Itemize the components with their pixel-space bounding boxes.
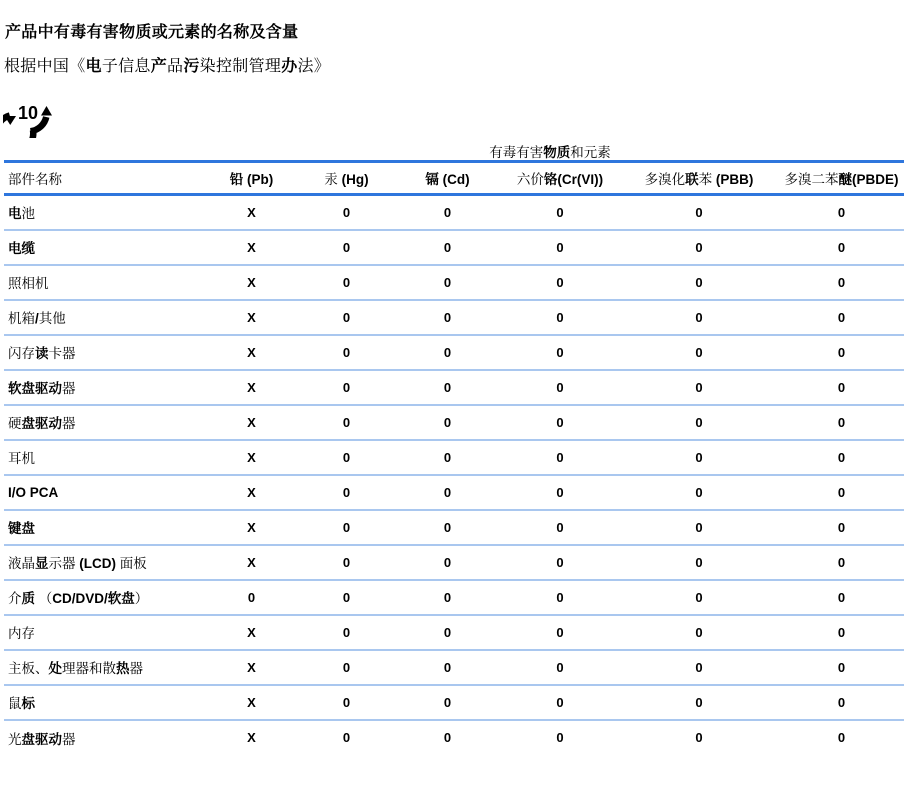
- table-row: [4, 510, 904, 545]
- substance-value-cell-pbde: 0: [837, 659, 846, 675]
- substance-value-cell-pbde: 0: [837, 344, 846, 360]
- substance-value-cell-pbb: 0: [695, 274, 703, 290]
- china-rohs-efup-10-icon: [3, 88, 53, 138]
- table-body: [4, 195, 904, 755]
- table-row: [4, 230, 904, 265]
- column-header-pbb: 多溴化联苯 (PBB): [644, 172, 754, 187]
- part-name-cell: 闪存读卡器: [8, 346, 76, 361]
- part-name-cell: 主板、处理器和散热器: [8, 661, 143, 676]
- substance-value-cell-pbb: 0: [695, 309, 703, 325]
- substance-value-cell-pbde: 0: [837, 239, 846, 255]
- part-name-cell: 照相机: [8, 276, 49, 291]
- substance-value-cell-crvi: 0: [556, 484, 564, 500]
- substance-value-cell-pb: X: [247, 449, 256, 465]
- part-name-cell: 电缆: [8, 241, 35, 256]
- page-title: 产品中有毒有害物质或元素的名称及含量: [5, 24, 299, 41]
- substance-value-cell-hg: 0: [342, 730, 351, 745]
- part-name-cell: 电池: [8, 206, 35, 222]
- substance-value-cell-cd: 0: [443, 589, 452, 605]
- substance-value-cell-pbb: 0: [695, 449, 703, 465]
- substance-value-cell-cd: 0: [443, 344, 452, 360]
- substance-value-cell-pbde: 0: [837, 414, 846, 430]
- substance-value-cell-cd: 0: [443, 379, 452, 395]
- table-row: [4, 195, 904, 230]
- substance-value-cell-pbde: 0: [837, 274, 846, 290]
- part-name-cell: 鼠标: [8, 696, 35, 711]
- substance-value-cell-pbde: 0: [837, 624, 846, 640]
- part-name-cell: 耳机: [8, 451, 35, 466]
- substance-value-cell-pb: X: [247, 519, 256, 535]
- table-row: [4, 440, 904, 475]
- substance-value-cell-pb: X: [247, 624, 256, 640]
- substance-value-cell-pbb: 0: [695, 414, 703, 430]
- substance-value-cell-pbb: 0: [695, 730, 703, 745]
- substance-value-cell-cd: 0: [443, 274, 452, 290]
- substance-value-cell-hg: 0: [342, 449, 351, 465]
- column-header-part: 部件名称: [8, 172, 62, 187]
- part-name-cell: 液晶显示器 (LCD) 面板: [8, 556, 147, 571]
- table-row: [4, 335, 904, 370]
- substance-value-cell-cd: 0: [443, 694, 452, 710]
- substance-value-cell-crvi: 0: [556, 309, 564, 325]
- substance-value-cell-pb: X: [247, 239, 256, 255]
- substance-value-cell-pbb: 0: [695, 519, 703, 535]
- substance-value-cell-crvi: 0: [556, 554, 564, 570]
- column-header-pbde: 多溴二苯醚(PBDE): [784, 172, 899, 187]
- substance-value-cell-crvi: 0: [556, 589, 564, 605]
- substance-value-cell-hg: 0: [342, 484, 351, 500]
- substance-value-cell-hg: 0: [342, 589, 351, 605]
- substance-value-cell-cd: 0: [443, 659, 452, 675]
- column-header-crvi: 六价铬(Cr(VI)): [516, 172, 604, 187]
- substance-value-cell-cd: 0: [443, 519, 452, 535]
- substance-value-cell-pbde: 0: [837, 694, 846, 710]
- table-row: [4, 720, 904, 755]
- substance-value-cell-pbb: 0: [695, 554, 703, 570]
- substance-value-cell-crvi: 0: [556, 204, 564, 220]
- substance-value-cell-pbde: 0: [837, 484, 846, 500]
- substance-value-cell-pbb: 0: [695, 694, 703, 710]
- substance-value-cell-pbde: 0: [837, 589, 846, 605]
- part-name-cell: 介质 （CD/DVD/软盘）: [8, 591, 149, 606]
- substance-value-cell-crvi: 0: [556, 519, 564, 535]
- substance-value-cell-crvi: 0: [556, 730, 564, 745]
- substance-value-cell-cd: 0: [443, 204, 452, 220]
- substance-value-cell-hg: 0: [342, 309, 351, 325]
- table-row: [4, 685, 904, 720]
- substance-value-cell-hg: 0: [342, 519, 351, 535]
- table-row: [4, 370, 904, 405]
- substance-value-cell-pb: X: [247, 309, 256, 325]
- substance-value-cell-pb: X: [247, 484, 256, 500]
- part-name-cell: 键盘: [8, 521, 35, 536]
- table-row: [4, 300, 904, 335]
- substance-value-cell-crvi: 0: [556, 239, 564, 255]
- table-row: [4, 615, 904, 650]
- substance-value-cell-cd: 0: [443, 414, 452, 430]
- substance-value-cell-pb: X: [247, 694, 256, 710]
- substance-value-cell-pb: X: [247, 730, 256, 745]
- column-header-pb: 铅 (Pb): [229, 172, 274, 187]
- part-name-cell: I/O PCA: [8, 484, 59, 500]
- substance-value-cell-pbde: 0: [837, 730, 846, 745]
- substance-value-cell-hg: 0: [342, 659, 351, 675]
- substance-value-cell-crvi: 0: [556, 659, 564, 675]
- substance-value-cell-hg: 0: [342, 694, 351, 710]
- part-name-cell: 硬盘驱动器: [8, 416, 76, 431]
- table-row: [4, 580, 904, 615]
- substance-value-cell-pbde: 0: [837, 519, 846, 535]
- substance-value-cell-pb: X: [247, 204, 256, 220]
- substance-value-cell-crvi: 0: [556, 344, 564, 360]
- substance-value-cell-pbb: 0: [695, 589, 703, 605]
- substances-group-header: 有毒有害物质和元素: [489, 145, 611, 160]
- substance-value-cell-crvi: 0: [556, 694, 564, 710]
- substance-value-cell-crvi: 0: [556, 449, 564, 465]
- table-row: [4, 475, 904, 510]
- column-header-hg: 汞 (Hg): [324, 172, 369, 187]
- substance-value-cell-hg: 0: [342, 414, 351, 430]
- substance-value-cell-pbb: 0: [695, 484, 703, 500]
- substance-value-cell-crvi: 0: [556, 414, 564, 430]
- table-row: [4, 265, 904, 300]
- substance-value-cell-cd: 0: [443, 554, 452, 570]
- substance-value-cell-pbde: 0: [837, 309, 846, 325]
- substance-value-cell-pbb: 0: [695, 624, 703, 640]
- substance-value-cell-pb: X: [247, 659, 256, 675]
- part-name-cell: 光盘驱动器: [8, 731, 76, 747]
- substance-value-cell-crvi: 0: [556, 379, 564, 395]
- substance-value-cell-hg: 0: [342, 554, 351, 570]
- substance-value-cell-hg: 0: [342, 624, 351, 640]
- substance-value-cell-pb: 0: [247, 589, 256, 605]
- part-name-cell: 软盘驱动器: [8, 381, 76, 396]
- substance-value-cell-pb: X: [247, 274, 256, 290]
- table-row: [4, 650, 904, 685]
- substance-value-cell-hg: 0: [342, 204, 351, 220]
- substance-value-cell-hg: 0: [342, 239, 351, 255]
- hazardous-substances-table: [4, 160, 904, 755]
- table-header: [4, 162, 904, 195]
- substance-value-cell-hg: 0: [342, 379, 351, 395]
- regulation-subtitle: 根据中国《电子信息产品污染控制管理办法》: [4, 58, 331, 75]
- substance-value-cell-pbb: 0: [695, 659, 703, 675]
- efup-years-label: 10: [17, 103, 39, 123]
- substance-value-cell-pbde: 0: [837, 554, 846, 570]
- substance-value-cell-cd: 0: [443, 309, 452, 325]
- column-header-cd: 镉 (Cd): [425, 172, 470, 187]
- substance-value-cell-pbb: 0: [695, 344, 703, 360]
- substance-value-cell-cd: 0: [443, 624, 452, 640]
- substance-value-cell-crvi: 0: [556, 274, 564, 290]
- substance-value-cell-hg: 0: [342, 274, 351, 290]
- table-header-row: [4, 162, 904, 195]
- substance-value-cell-pb: X: [247, 414, 256, 430]
- substance-value-cell-hg: 0: [342, 344, 351, 360]
- substance-value-cell-pbde: 0: [837, 379, 846, 395]
- substance-value-cell-cd: 0: [443, 449, 452, 465]
- part-name-cell: 内存: [8, 626, 35, 641]
- substance-value-cell-pb: X: [247, 554, 256, 570]
- substance-value-cell-pb: X: [247, 379, 256, 395]
- substance-value-cell-cd: 0: [443, 239, 452, 255]
- substance-value-cell-pbde: 0: [837, 204, 846, 220]
- substance-value-cell-pbde: 0: [837, 449, 846, 465]
- substance-value-cell-cd: 0: [443, 484, 452, 500]
- substance-value-cell-crvi: 0: [556, 624, 564, 640]
- substance-value-cell-cd: 0: [443, 730, 452, 745]
- substance-value-cell-pbb: 0: [695, 204, 703, 220]
- table-row: [4, 545, 904, 580]
- substance-value-cell-pbb: 0: [695, 239, 703, 255]
- table-row: [4, 405, 904, 440]
- part-name-cell: 机箱/其他: [8, 311, 66, 326]
- substance-value-cell-pb: X: [247, 344, 256, 360]
- substance-value-cell-pbb: 0: [695, 379, 703, 395]
